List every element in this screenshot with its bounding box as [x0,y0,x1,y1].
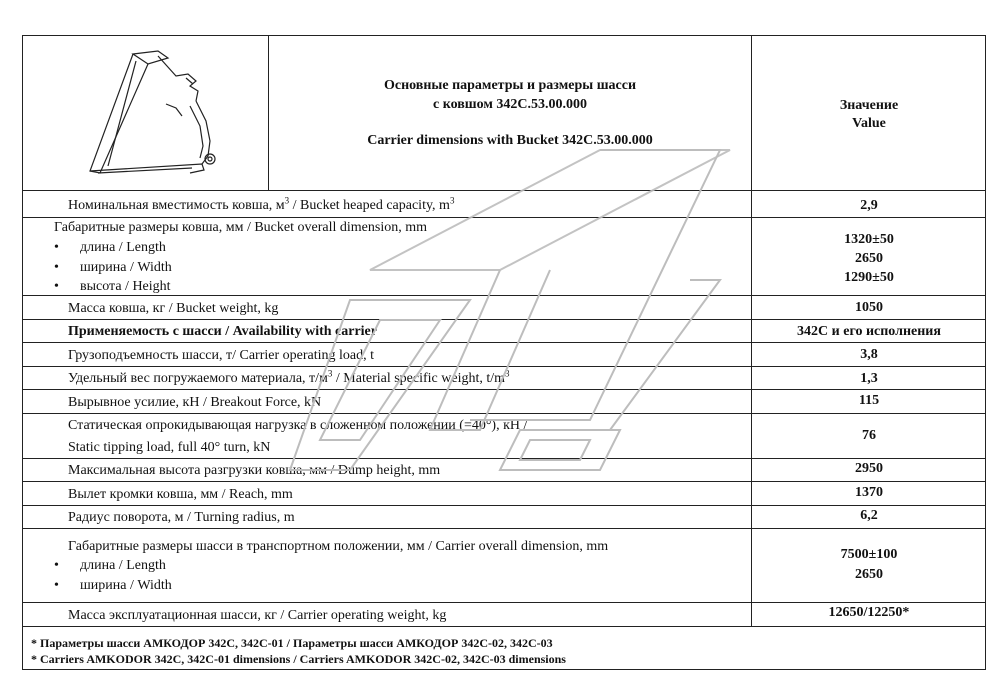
table-title [268,76,752,150]
row-label-availability: Применяемость с шасси / Availability with carrier [68,324,377,339]
value-header-ru: Значение [839,98,899,113]
value-column-header [751,97,987,133]
row-divider [23,389,985,390]
row-divider [23,319,985,320]
row-values-bucket-dimensions [751,230,987,287]
row-value-breakout-force: 115 [858,393,880,408]
row-divider [23,413,985,414]
row-value-availability: 342С и его исполнения [797,324,941,339]
bullet-item: • длина / Length [80,556,166,575]
row-label-bucket-weight: Масса ковша, кг / Bucket weight, kg [68,301,279,316]
row-value-tipping: 76 [862,428,876,443]
row-label-operating-weight: Масса эксплуатационная шасси, кг / Carrier operating weight, kg [68,608,447,623]
row-value-dump-height: 2950 [855,461,883,476]
value-length: 1320±50 [844,232,894,247]
bullet-item: • длина / Length [80,238,166,257]
spec-table [22,35,986,670]
value-header-en: Value [852,116,886,131]
row-label-breakout-force: Вырывное усилие, кН / Breakout Force, kN [68,395,322,410]
bullet-item: • высота / Height [80,277,171,296]
row-label-operating-load: Грузоподъемность шасси, т/ Carrier operating load, t [68,348,374,363]
footnote-ru: * Параметры шасси АМКОДОР 342С, 342С-01 / Параметры шасси АМКОДОР 342С-02, 342С-03 [31,636,553,650]
bucket-drawing-icon [78,46,228,181]
row-divider [23,366,985,367]
row-divider [23,528,985,529]
bullet-item: • ширина / Width [80,576,172,595]
title-ru-line2: с ковшом 342С.53.00.000 [432,97,587,112]
title-en: Carrier dimensions with Bucket 342C.53.00.000 [367,133,653,148]
row-label-turning-radius: Радиус поворота, м / Turning radius, m [68,510,295,525]
row-label-carrier-dimensions: Габаритные размеры шасси в транспортном положении, мм / Carrier overall dimension, mm [68,539,609,554]
row-value-operating-weight: 12650/12250* [828,605,910,620]
row-value-capacity: 2,9 [860,198,878,213]
row-label-specific-weight: Удельный вес погружаемого материала, $т/м^3$ / Material specific weight, $t/m^3$ [68,368,510,386]
footnote-en: * Carriers AMKODOR 342C, 342C-01 dimensions / Carriers AMKODOR 342C-02, 342C-03 dimensions [31,652,566,666]
row-values-carrier-dimensions [751,545,987,585]
bullet-item: • ширина / Width [80,258,172,277]
row-label-dump-height: Максимальная высота разгрузки ковша, мм / Dump height, mm [68,463,441,478]
row-value-turning-radius: 6,2 [860,508,878,523]
row-label-reach: Вылет кромки ковша, мм / Reach, mm [68,487,293,502]
row-label-tipping-en: Static tipping load, full 40° turn, kN [68,440,271,455]
row-value-specific-weight: 1,3 [860,371,878,386]
row-divider [23,190,985,191]
row-divider [23,626,985,627]
row-divider [23,481,985,482]
value-height: 1290±50 [844,270,894,285]
value-length: 7500±100 [840,547,898,562]
value-width: 2650 [855,567,883,582]
row-value-bucket-weight: 1050 [855,300,883,315]
value-width: 2650 [855,251,883,266]
row-divider [23,342,985,343]
row-label-capacity: Номинальная вместимость ковша, $м^3$ / Bucket heaped capacity, $m^3$ [68,195,455,213]
row-label-bucket-dimensions: Габаритные размеры ковша, мм / Bucket overall dimension, mm [54,220,427,235]
row-label-tipping-ru: Статическая опрокидывающая нагрузка в сложенном положении (=40°), кН / [68,418,528,433]
title-ru-line1: Основные параметры и размеры шасси [383,78,637,93]
row-value-reach: 1370 [855,485,883,500]
row-value-operating-load: 3,8 [860,347,878,362]
